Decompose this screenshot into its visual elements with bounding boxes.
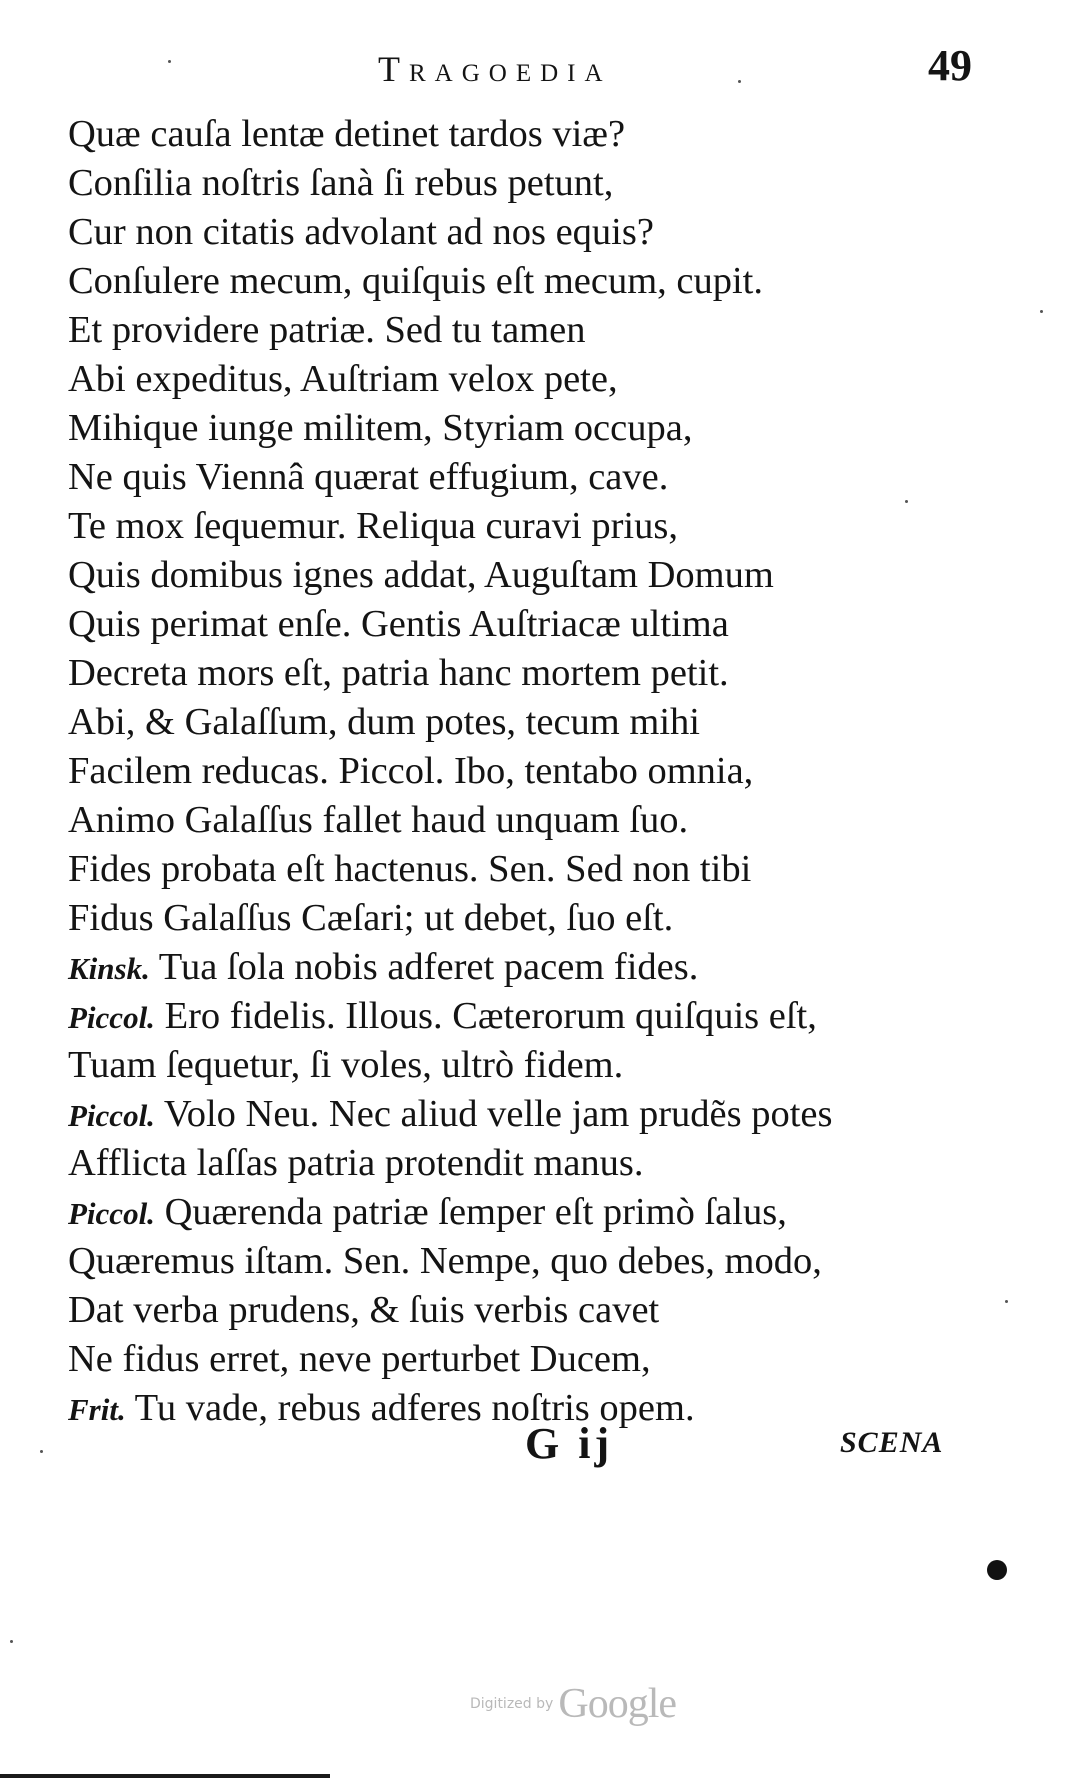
scan-edge-line <box>0 1774 330 1778</box>
verse-line <box>68 453 978 502</box>
verse-text: Ero fidelis. Illous. Cæterorum quiſquis eſt, <box>164 995 817 1037</box>
paper-speck <box>1040 310 1043 313</box>
verse-text: Decreta mors eſt, patria hanc mortem petit. <box>68 652 729 694</box>
verse-text: Fidus Galaſſus Cæſari; ut debet, ſuo eſt. <box>68 897 674 939</box>
verse-line <box>68 208 978 257</box>
verse-text: Mihique iunge militem, Styriam occupa, <box>68 407 693 449</box>
page-number: 49 <box>928 41 972 90</box>
speaker-label: Frit. <box>68 1392 126 1427</box>
digitization-watermark <box>470 1680 676 1728</box>
verse-line <box>68 796 978 845</box>
verse-line <box>68 1335 978 1384</box>
verse-text: Ne fidus erret, neve perturbet Ducem, <box>68 1338 651 1380</box>
verse-line <box>68 943 978 992</box>
verse-text: Cur non citatis advolant ad nos equis? <box>68 211 654 253</box>
verse-block <box>68 110 978 1433</box>
verse-line <box>68 600 978 649</box>
verse-text: Conſilia noſtris ſanà ſi rebus petunt, <box>68 162 614 204</box>
paper-speck <box>168 60 171 63</box>
verse-line <box>68 1237 978 1286</box>
verse-text: Quis domibus ignes addat, Auguſtam Domum <box>68 554 774 596</box>
verse-line <box>68 1139 978 1188</box>
verse-line <box>68 747 978 796</box>
verse-text: Tua ſola nobis adferet pacem fides. <box>158 946 699 988</box>
watermark-prefix: Digitized by <box>470 1696 554 1712</box>
verse-text: Quærenda patriæ ſemper eſt primò ſalus, <box>164 1191 787 1233</box>
verse-text: Quæ cauſa lentæ detinet tardos viæ? <box>68 113 626 155</box>
verse-line <box>68 502 978 551</box>
verse-text: Quæremus iſtam. Sen. Nempe, quo debes, modo, <box>68 1240 822 1282</box>
verse-text: Tu vade, rebus adferes noſtris opem. <box>134 1387 695 1429</box>
verse-line <box>68 110 978 159</box>
verse-line <box>68 845 978 894</box>
verse-text: Facilem reducas. Piccol. Ibo, tentabo omnia, <box>68 750 754 792</box>
verse-line <box>68 159 978 208</box>
verse-line <box>68 1041 978 1090</box>
verse-text: Abi, & Galaſſum, dum potes, tecum mihi <box>68 701 700 743</box>
verse-line <box>68 551 978 600</box>
verse-line <box>68 1286 978 1335</box>
verse-text: Ne quis Viennâ quærat effugium, cave. <box>68 456 669 498</box>
verse-line <box>68 306 978 355</box>
speaker-label: Piccol. <box>68 1000 155 1035</box>
verse-text: Dat verba prudens, & ſuis verbis cavet <box>68 1289 660 1331</box>
verse-text: Et providere patriæ. Sed tu tamen <box>68 309 586 351</box>
speaker-label: Piccol. <box>68 1196 155 1231</box>
verse-text: Conſulere mecum, quiſquis eſt mecum, cupit. <box>68 260 763 302</box>
verse-text: Animo Galaſſus fallet haud unquam ſuo. <box>68 799 689 841</box>
paper-speck <box>738 80 741 83</box>
verse-text: Quis perimat enſe. Gentis Auſtriacæ ultima <box>68 603 729 645</box>
running-title: Tragoedia <box>378 49 612 89</box>
google-logo: Google <box>558 1681 677 1727</box>
paper-speck <box>10 1640 13 1643</box>
verse-line <box>68 649 978 698</box>
verse-line <box>68 894 978 943</box>
verse-line <box>68 355 978 404</box>
signature-mark: G ij <box>525 1419 614 1468</box>
paper-speck <box>40 1450 43 1453</box>
ink-blot <box>987 1560 1007 1580</box>
speaker-label: Kinsk. <box>68 951 150 986</box>
verse-line <box>68 404 978 453</box>
verse-line <box>68 257 978 306</box>
verse-text: Te mox ſequemur. Reliqua curavi prius, <box>68 505 678 547</box>
verse-text: Abi expeditus, Auſtriam velox pete, <box>68 358 618 400</box>
verse-line <box>68 1090 978 1139</box>
verse-text: Tuam ſequetur, ſi voles, ultrò fidem. <box>68 1044 624 1086</box>
paper-speck <box>905 500 908 503</box>
verse-text: Fides probata eſt hactenus. Sen. Sed non tibi <box>68 848 752 890</box>
speaker-label: Piccol. <box>68 1098 155 1133</box>
verse-line <box>68 992 978 1041</box>
verse-line <box>68 698 978 747</box>
paper-speck <box>1005 1300 1008 1303</box>
verse-text: Afflicta laſſas patria protendit manus. <box>68 1142 644 1184</box>
verse-line <box>68 1188 978 1237</box>
verse-text: Volo Neu. Nec aliud velle jam prudẽs potes <box>163 1093 833 1135</box>
catchword: SCENA <box>840 1426 944 1459</box>
